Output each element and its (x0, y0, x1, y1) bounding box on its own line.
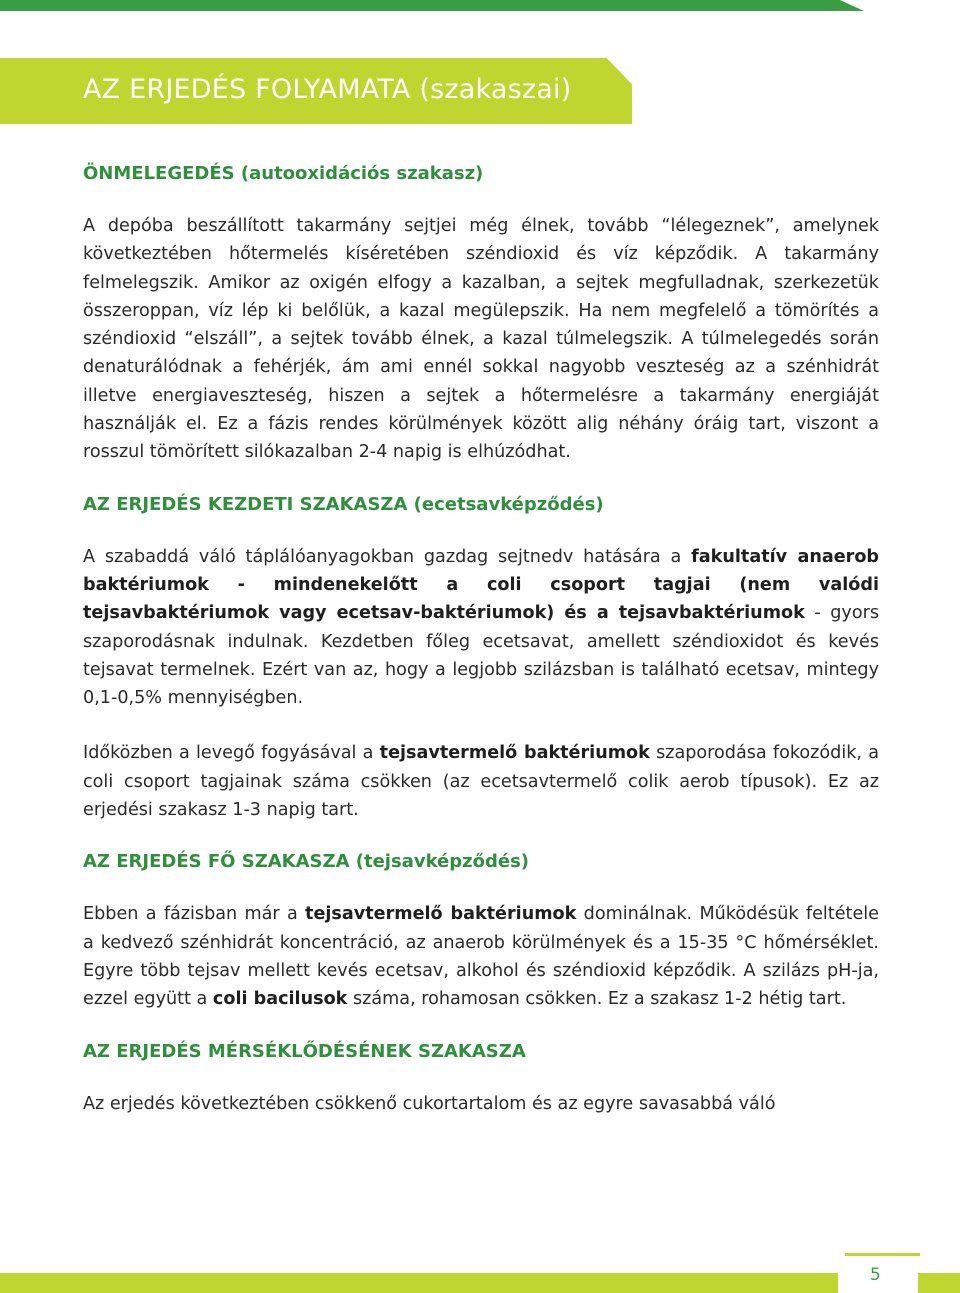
page-number: 5 (870, 1265, 881, 1285)
paragraph: Az erjedés következtében csökkenő cukortartalom és az egyre savasabbá váló (83, 1093, 776, 1114)
bottom-accent-bar (0, 1273, 960, 1293)
bold-text: fakultatív anaerob baktériumok - mindenekelőtt a coli csoport tagjai (nem valódi tejsavbaktériumok vagy ecetsav-baktériumok) és a tejsavbaktériumok (83, 546, 880, 624)
section-heading-kezdeti-szakasz: AZ ERJEDÉS KEZDETI SZAKASZA (ecetsavképződés) (83, 493, 604, 515)
bold-text: tejsavtermelő baktériumok (305, 904, 577, 925)
section-heading-onmelegedes: ÖNMELEGEDÉS (autooxidációs szakasz) (83, 163, 484, 184)
section-heading-mersekles: AZ ERJEDÉS MÉRSÉKLŐDÉSÉNEK SZAKASZA (83, 1040, 526, 1062)
paragraph: A szabaddá váló táplálóanyagokban gazdag sejtnedv hatására a fakultatív anaerob baktériumok - mindenekelőtt a coli csoport tagjai (nem valódi tejsavbaktériumok vagy ecetsav-baktériumok) és a tejsavbaktériumok - gyors szaporodásnak indulnak. Kezdetben főleg ecetsavat, amellett széndioxidot és kevés tejsavat termelnek. Ezért van az, hogy a legjobb szilázsban is található ecetsav, mintegy 0,1-0,5% mennyiségben. (83, 546, 880, 709)
top-bar-notch (840, 0, 960, 11)
bold-text: tejsavtermelő baktériumok (379, 743, 650, 764)
top-accent-bar (0, 0, 960, 11)
paragraph: Időközben a levegő fogyásával a tejsavtermelő baktériumok szaporodása fokozódik, a coli csoport tagjainak száma csökken (az ecetsavtermelő colik aerob típusok). Ez az erjedési szakasz 1-3 napig tart. (83, 743, 879, 821)
paragraph: Ebben a fázisban már a tejsavtermelő baktériumok dominálnak. Működésük feltétele a kedvező szénhidrát koncentráció, az anaerob körülmények és a 15-35 °C hőmérséklet. Egyre több tejsav mellett kevés ecetsav, alkohol és széndioxid képződik. A szilázs pH-ja, ezzel együtt a coli bacilusok száma, rohamosan csökken. Ez a szakasz 1-2 hétig tart. (83, 904, 879, 1010)
section-heading-fo-szakasz: AZ ERJEDÉS FŐ SZAKASZA (tejsavképződés) (83, 851, 530, 873)
paragraph: A depóba beszállított takarmány sejtjei még élnek, tovább “lélegeznek”, amelynek következtében hőtermelés kíséretében széndioxid és víz képződik. A takarmány felmelegszik. Amikor az oxigén elfogy a kazalban, a sejtek megfulladnak, szerkezetük összeroppan, víz lép ki belőlük, a kazal megülepszik. Ha nem megfelelő a tömörítés a széndioxid “elszáll”, a sejtek tovább élnek, a kazal túlmelegszik. A túlmelegedés során denaturálódnak a fehérjék, ám ami ennél sokkal nagyobb veszteség az a szénhidrát illetve energiaveszteség, hiszen a sejtek a hőtermelésre a takarmány energiáját használják el. Ez a fázis rendes körülmények között alig néhány óráig tart, viszont a rosszul tömörített silókazalban 2-4 napig is elhúzódhat. (83, 216, 879, 463)
main-content (83, 140, 879, 1118)
page-title: AZ ERJEDÉS FOLYAMATA (szakaszai) (83, 74, 572, 105)
bold-text: coli bacilusok (212, 989, 348, 1010)
page-tab-accent (845, 1253, 920, 1256)
